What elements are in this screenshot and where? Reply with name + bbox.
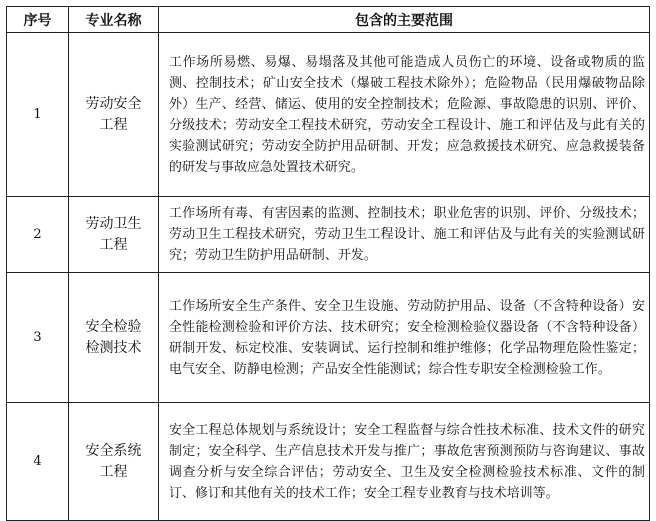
scope-table [6,6,650,521]
row-index: 3 [7,273,69,403]
row-scope: 工作场所有毒、有害因素的监测、控制技术；职业危害的识别、评价、分级技术；劳动卫生工程技术研究，劳动卫生工程设计、施工和评估及与此有关的实验测试研究；劳动卫生防护用品研制、开发。 [159,197,650,273]
row-name: 安全检验检测技术 [85,318,142,356]
header-name: 专业名称 [69,7,159,33]
row-scope: 工作场所安全生产条件、安全卫生设施、劳动防护用品、设备（不含特种设备）安全性能检测检验和评价方法、技术研究；安全检测检验仪器设备（不含特种设备）研制开发、标定校准、安装调试、运行控制和维护维修；化学品物理危险性鉴定；电气安全、防静电检测；产品安全性能测试；综合性专职安全检测检验工作。 [159,273,650,403]
row-index: 1 [7,33,69,197]
row-scope: 工作场所易燃、易爆、易塌落及其他可能造成人员伤亡的环境、设备或物质的监测、控制技术；矿山安全技术（爆破工程技术除外）；危险物品（民用爆破物品除外）生产、经营、储运、使用的安全控制技术；危险源、事故隐患的识别、评价、分级技术；劳动安全工程技术研究，劳动安全工程设计、施工和评估及与此有关的实验测试研究；劳动安全防护用品研制、开发；应急救援技术研究、应急救援装备的研发与事故应急处置技术研究。 [159,33,650,197]
table-header-row [7,7,650,33]
table-row [7,273,650,403]
row-index: 4 [7,403,69,521]
table-row [7,197,650,273]
row-name: 安全系统工程 [85,442,142,480]
header-index: 序号 [7,7,69,33]
row-scope: 安全工程总体规划与系统设计；安全工程监督与综合性技术标准、技术文件的研究制定；安全科学、生产信息技术开发与推广；事故危害预测预防与咨询建议、事故调查分析与安全综合评估；劳动安全、卫生及安全检测检验技术标准、文件的制订、修订和其他有关的技术工作；安全工程专业教育与技术培训等。 [159,403,650,521]
header-scope: 包含的主要范围 [159,7,650,33]
row-name: 劳动卫生工程 [85,215,142,253]
table-row [7,33,650,197]
table-row [7,403,650,521]
row-name: 劳动安全工程 [85,95,142,133]
row-index: 2 [7,197,69,273]
